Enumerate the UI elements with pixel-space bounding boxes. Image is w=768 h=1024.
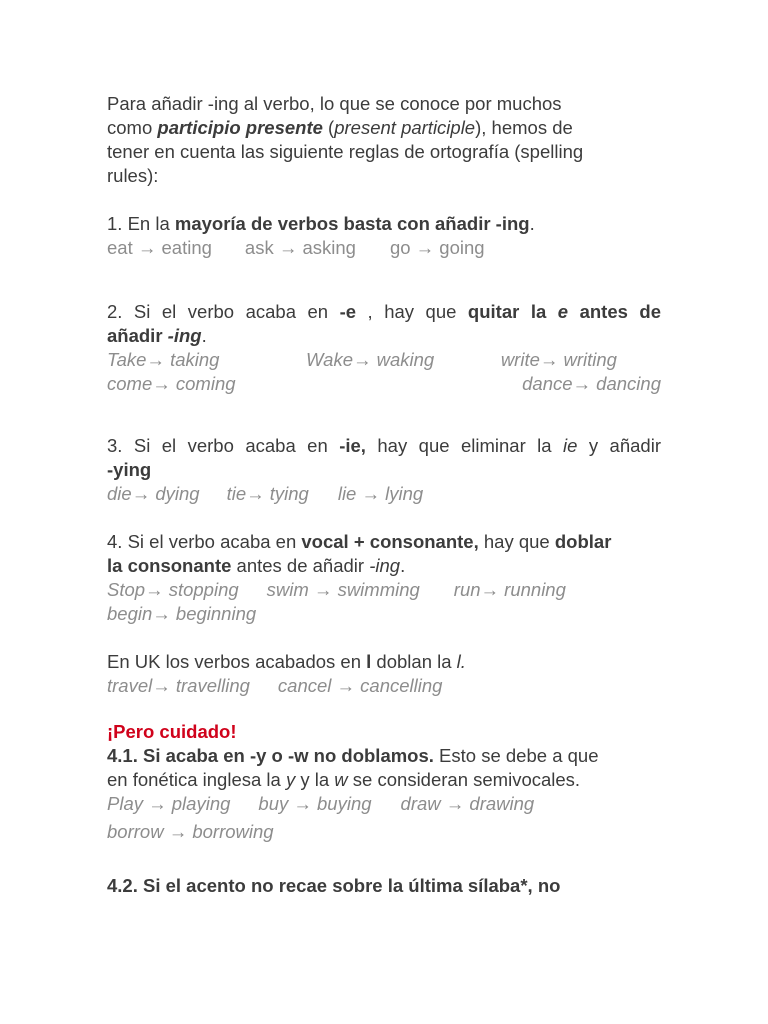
example-buy: buy → buying — [258, 793, 372, 814]
rule-1-examples — [107, 236, 667, 260]
rule-text: . — [201, 325, 207, 346]
intro-line-3: tener en cuenta las siguiente reglas de ortografía (spelling — [107, 141, 584, 162]
example-swim: swim → swimming — [266, 579, 420, 600]
example-dance: dance→ dancing — [522, 373, 661, 394]
rule-text: y la — [295, 769, 335, 790]
example-go: go → going — [389, 237, 485, 258]
rule-bold-italic: -ing — [167, 325, 202, 346]
rule-bold: mayoría de verbos basta con añadir -ing — [174, 213, 530, 234]
rule-text: Esto se debe a que — [433, 745, 599, 766]
rule-text: , hay que — [356, 301, 468, 322]
rule-italic: y — [285, 769, 296, 790]
example-stop: Stop→ stopping — [107, 579, 239, 600]
rule-4-1-examples-row-1 — [107, 792, 661, 816]
example-come: come→ coming — [107, 373, 236, 394]
example-ask: ask → asking — [244, 237, 356, 258]
rule-text: 4. Si el verbo acaba en — [107, 531, 302, 552]
rule-4-heading-line-1 — [107, 530, 661, 554]
rule-bold: añadir — [107, 325, 168, 346]
warning-title: ¡Pero cuidado! — [107, 721, 237, 742]
example-die: die→ dying — [107, 483, 200, 504]
example-begin: begin→ beginning — [107, 603, 257, 624]
rule-bold: -ie, — [339, 435, 366, 456]
uk-note — [107, 650, 661, 698]
rule-2-heading-line-2 — [107, 324, 661, 348]
rule-4-1-line-2 — [107, 768, 661, 792]
rule-text: en fonética inglesa la — [107, 769, 286, 790]
rule-text: hay que — [478, 531, 555, 552]
rule-text: antes de añadir — [231, 555, 370, 576]
intro-text: ), hemos de — [475, 117, 573, 138]
rule-bold: la consonante — [107, 555, 232, 576]
rule-2-heading-line-1 — [107, 300, 661, 324]
rule-4-heading-line-2 — [107, 554, 661, 578]
rule-text: 1. En la — [107, 213, 175, 234]
rule-text: y añadir — [577, 435, 661, 456]
rule-bold: -e — [339, 301, 357, 322]
rule-1 — [107, 212, 667, 260]
rule-2 — [107, 300, 661, 396]
rule-text: . — [400, 555, 406, 576]
intro-line-2 — [107, 116, 667, 140]
rule-2-examples-row-1 — [107, 348, 617, 372]
rule-bold: quitar la e antes de — [467, 301, 661, 322]
rule-4-1-examples-row-2 — [107, 820, 661, 844]
rule-4-examples-row-1 — [107, 578, 661, 602]
term-present-participle: present participle — [334, 117, 476, 138]
rule-text: . — [529, 213, 535, 234]
example-eat: eat → eating — [107, 237, 212, 258]
rule-italic: l. — [456, 651, 466, 672]
example-run: run→ running — [453, 579, 566, 600]
intro-line-4: rules): — [107, 165, 159, 186]
example-take: Take→ taking — [107, 349, 220, 370]
rule-3-examples — [107, 482, 661, 506]
rule-1-heading — [107, 212, 667, 236]
rule-2-examples-row-2 — [107, 372, 661, 396]
rule-bold: l — [366, 651, 372, 672]
rule-3-heading-line-1 — [107, 434, 661, 458]
rule-4-examples-row-2 — [107, 602, 661, 626]
rule-text: En UK los verbos acabados en — [107, 651, 367, 672]
intro-text: ( — [322, 117, 335, 138]
rule-text: 2. Si el verbo acaba en — [107, 301, 340, 322]
example-write: write→ writing — [500, 349, 617, 370]
example-borrow: borrow → borrowing — [107, 821, 274, 842]
rule-italic: -ing — [369, 555, 401, 576]
rule-bold: doblar — [554, 531, 612, 552]
rule-bold: vocal + consonante, — [301, 531, 479, 552]
example-lie: lie → lying — [337, 483, 424, 504]
rule-text: hay que eliminar la — [365, 435, 564, 456]
intro-line-1: Para añadir -ing al verbo, lo que se conoce por muchos — [107, 93, 562, 114]
rule-italic: ie — [563, 435, 578, 456]
rule-4-1-line-1 — [107, 744, 661, 768]
rule-4-2-heading: 4.2. Si el acento no recae sobre la última sílaba*, no — [107, 875, 561, 896]
uk-note-heading — [107, 650, 661, 674]
example-cancel: cancel → cancelling — [277, 675, 443, 696]
rule-4-2 — [107, 874, 661, 898]
uk-note-examples — [107, 674, 661, 698]
rule-3-heading-line-2 — [107, 458, 661, 482]
rule-4 — [107, 530, 661, 626]
intro-text: como — [107, 117, 158, 138]
example-tie: tie→ tying — [226, 483, 309, 504]
example-play: Play → playing — [107, 793, 231, 814]
rule-text: doblan la — [371, 651, 457, 672]
rule-bold: 4.1. Si acaba en -y o -w no doblamos. — [107, 745, 434, 766]
warning-section — [107, 720, 661, 844]
rule-text: se consideran semivocales. — [347, 769, 581, 790]
rule-italic: w — [334, 769, 348, 790]
intro-paragraph — [107, 92, 667, 188]
example-travel: travel→ travelling — [107, 675, 250, 696]
rule-bold: -ying — [107, 459, 152, 480]
term-participio-presente: participio presente — [157, 117, 323, 138]
example-draw: draw → drawing — [400, 793, 535, 814]
example-wake: Wake→ waking — [306, 349, 435, 370]
rule-text: 3. Si el verbo acaba en — [107, 435, 340, 456]
rule-3 — [107, 434, 661, 506]
